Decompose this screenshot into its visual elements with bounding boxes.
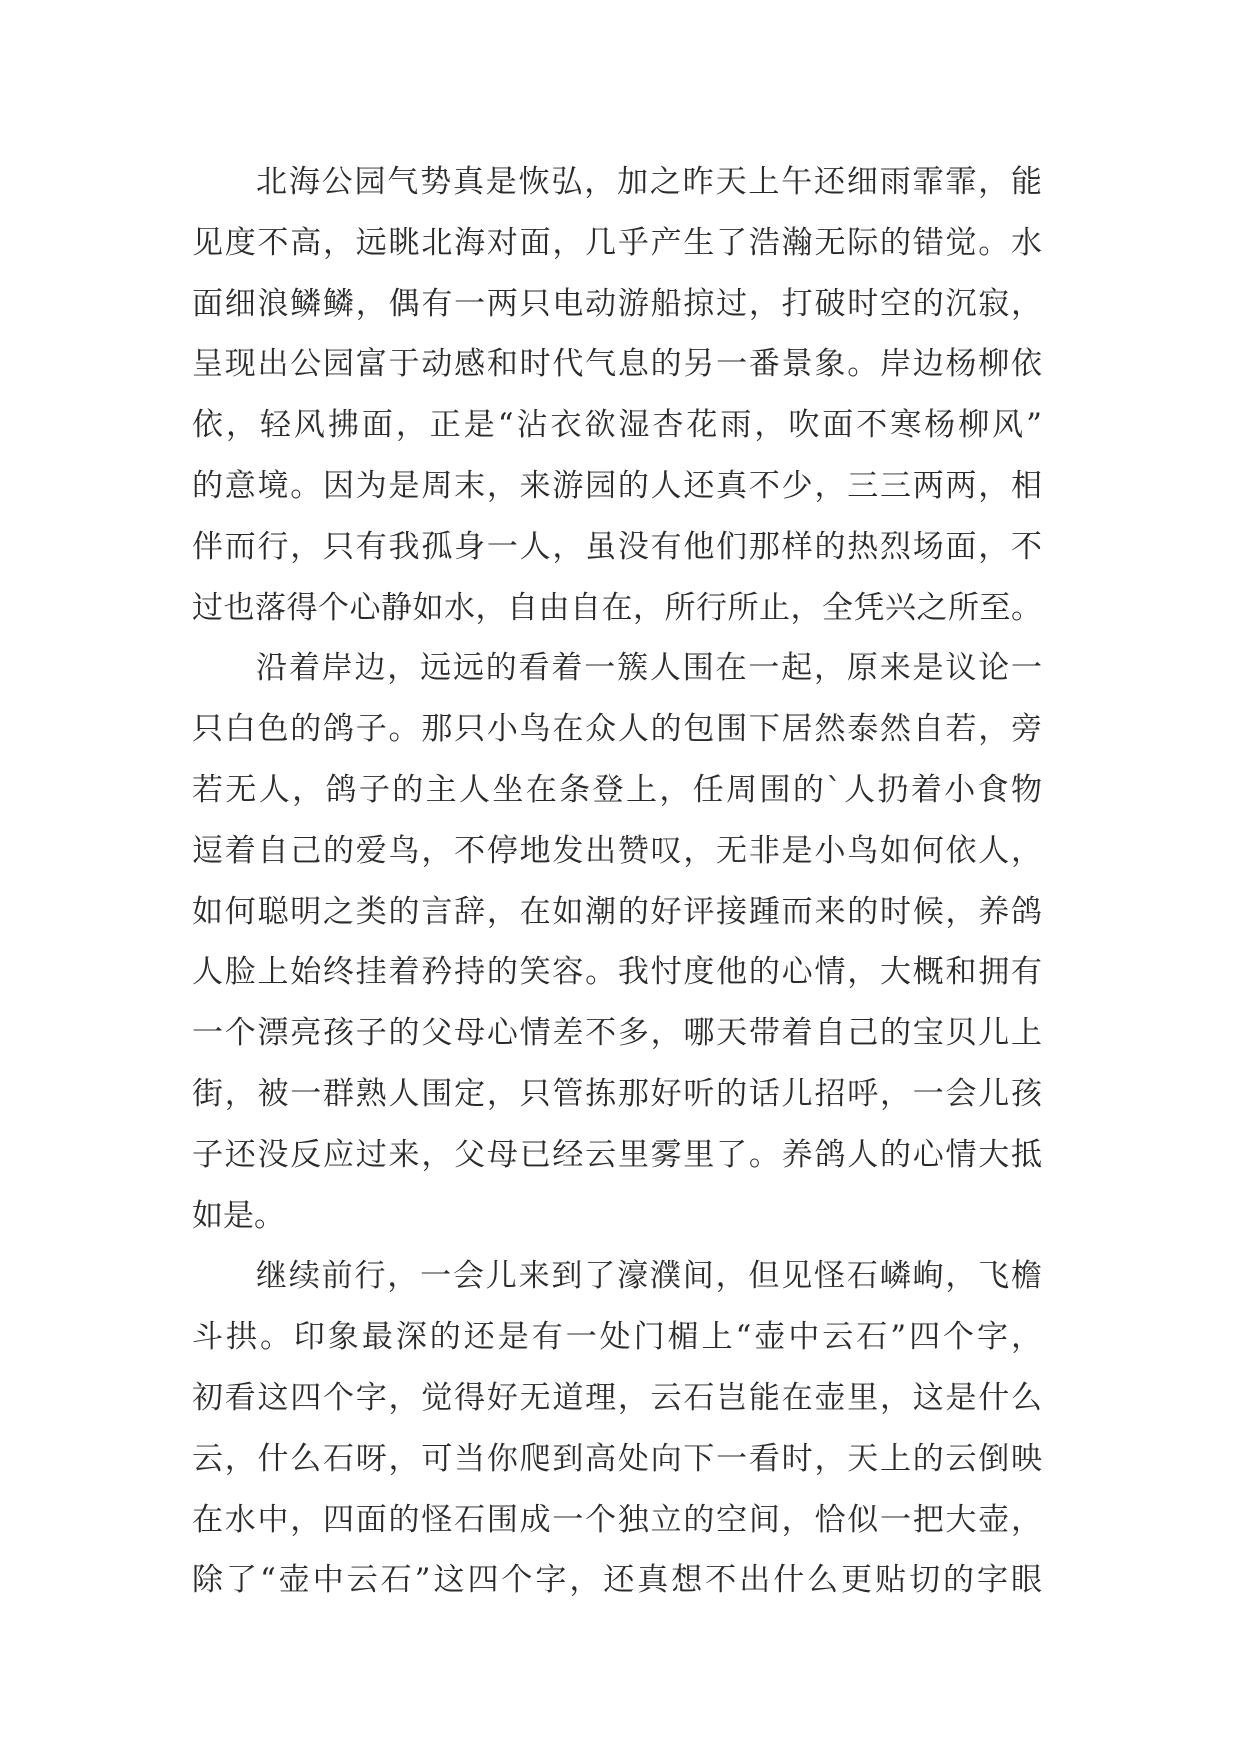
paragraph-2-line-10: 如是。 bbox=[192, 1197, 285, 1234]
paragraph-3-line-3: 初看这四个字，觉得好无道理，云石岂能在壶里，这是什么 bbox=[192, 1379, 1042, 1416]
paragraph-1-line-3: 面细浪鳞鳞，偶有一两只电动游船掠过，打破时空的沉寂， bbox=[192, 285, 1042, 322]
paragraph-2-line-5: 如何聪明之类的言辞，在如潮的好评接踵而来的时候，养鸽 bbox=[192, 893, 1042, 930]
paragraph-3-line-4: 云，什么石呀，可当你爬到高处向下一看时，天上的云倒映 bbox=[192, 1440, 1042, 1477]
paragraph-1-line-7: 伴而行，只有我孤身一人，虽没有他们那样的热烈场面，不 bbox=[192, 528, 1042, 565]
paragraph-2-line-4: 逗着自己的爱鸟，不停地发出赞叹，无非是小鸟如何依人， bbox=[192, 832, 1042, 869]
paragraph-2-line-9: 子还没反应过来，父母已经云里雾里了。养鸽人的心情大抵 bbox=[192, 1136, 1042, 1173]
paragraph-1-line-1: 北海公园气势真是恢弘，加之昨天上午还细雨霏霏，能 bbox=[256, 164, 1042, 200]
paragraph-2-line-8: 街，被一群熟人围定，只管拣那好听的话儿招呼，一会儿孩 bbox=[192, 1075, 1042, 1112]
paragraph-2-line-3: 若无人，鸽子的主人坐在条登上，任周围的`人扔着小食物 bbox=[192, 771, 1042, 808]
paragraph-2-line-1: 沿着岸边，远远的看着一簇人围在一起，原来是议论一 bbox=[256, 650, 1042, 687]
paragraph-3-line-1: 继续前行，一会儿来到了濠濮间，但见怪石嶙峋，飞檐 bbox=[256, 1258, 1042, 1295]
body-text bbox=[192, 152, 1042, 1611]
paragraph-1-line-8: 过也落得个心静如水，自由自在，所行所止，全凭兴之所至。 bbox=[192, 589, 1042, 626]
paragraph-1-line-6: 的意境。因为是周末，来游园的人还真不少，三三两两，相 bbox=[192, 467, 1042, 504]
paragraph-3-line-5: 在水中，四面的怪石围成一个独立的空间，恰似一把大壶， bbox=[192, 1501, 1042, 1538]
paragraph-3-line-2: 斗拱。印象最深的还是有一处门楣上“壶中云石”四个字， bbox=[192, 1319, 1042, 1356]
paragraph-2-line-7: 一个漂亮孩子的父母心情差不多，哪天带着自己的宝贝儿上 bbox=[192, 1015, 1042, 1052]
paragraph-3-line-6: 除了“壶中云石”这四个字，还真想不出什么更贴切的字眼 bbox=[192, 1562, 1042, 1599]
paragraph-2-line-6: 人脸上始终挂着矜持的笑容。我忖度他的心情，大概和拥有 bbox=[192, 954, 1042, 991]
paragraph-1-line-4: 呈现出公园富于动感和时代气息的另一番景象。岸边杨柳依 bbox=[192, 346, 1042, 383]
paragraph-1-line-2: 见度不高，远眺北海对面，几乎产生了浩瀚无际的错觉。水 bbox=[192, 224, 1042, 261]
paragraph-2-line-2: 只白色的鸽子。那只小鸟在众人的包围下居然泰然自若，旁 bbox=[192, 711, 1042, 748]
paragraph-1-line-5: 依，轻风拂面，正是“沾衣欲湿杏花雨，吹面不寒杨柳风” bbox=[192, 407, 1042, 444]
